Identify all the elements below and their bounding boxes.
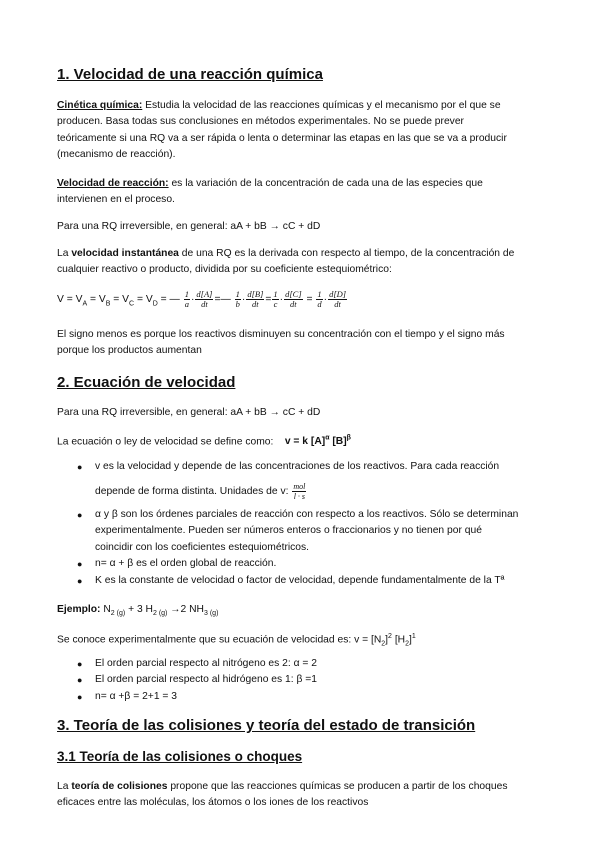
cinetica-paragraph-line-3: teóricamente si una RQ va a ser rápida o lenta o determinar las etapas en las que se va a producir bbox=[57, 133, 507, 144]
bullet-icon: ● bbox=[77, 659, 83, 669]
inst-post: de una RQ es la derivada con respecto al tiempo, de la concentración de bbox=[178, 248, 515, 259]
ley-eq: v = k $[A]^\alpha$ $[B]^\beta$ bbox=[284, 435, 351, 448]
velocidad-term: Velocidad de reacción: bbox=[57, 178, 169, 189]
frac-dB-dt: $\frac{d[B]}{dt}$ bbox=[247, 289, 264, 309]
orden-2: El orden parcial respecto al hidrógeno es 1: β =1 bbox=[95, 674, 318, 685]
velocidad-paragraph-line-1 bbox=[57, 176, 483, 192]
bullet-icon: ● bbox=[77, 576, 83, 586]
eq-plus-4: = bbox=[303, 294, 313, 306]
cinetica-paragraph-line-4: (mecanismo de reacción). bbox=[57, 149, 176, 160]
eq-part-3: = V bbox=[134, 294, 153, 306]
section-2-title: 2. Ecuación de velocidad bbox=[57, 374, 236, 391]
bullet-icon: ● bbox=[77, 692, 83, 702]
colisiones-line-2: eficaces entre las moléculas, los átomos o los iones de los reactivos bbox=[57, 797, 369, 808]
bullet-2-line-2: experimentalmente. Pueden ser números enteros o fraccionarios y no tienen por qué bbox=[95, 525, 482, 536]
bullet-2-line-1: α y β son los órdenes parciales de reacción con respecto a los reactivos. Sólo se determinan bbox=[95, 509, 519, 520]
section-3-title: 3. Teoría de las colisiones y teoría del estado de transición bbox=[57, 717, 476, 734]
frac-dA-dt: $\frac{d[A]}{dt}$ bbox=[196, 289, 213, 309]
eq-dot-2: · bbox=[241, 294, 246, 306]
instantanea-line-1 bbox=[57, 246, 514, 262]
eq-plus-3: = bbox=[265, 294, 272, 306]
rate-equation bbox=[57, 290, 348, 312]
ley-pre: La ecuación o ley de velocidad se define como: bbox=[57, 436, 274, 448]
rq-general-1: Para una RQ irreversible, en general: aA + bB → cC + dD bbox=[57, 221, 321, 232]
units-label: depende de forma distinta. Unidades de v: bbox=[95, 486, 289, 498]
eq-minus-2: =— bbox=[214, 294, 231, 306]
eq-dot-1: · bbox=[190, 294, 195, 306]
frac-1-d: $\frac{1}{d}$ bbox=[317, 289, 322, 309]
velocidad-paragraph-line-2: intervienen en el proceso. bbox=[57, 194, 175, 205]
bullet-icon: ● bbox=[77, 559, 83, 569]
ley-velocidad bbox=[57, 431, 351, 450]
signo-line-1: El signo menos es porque los reactivos disminuyen su concentración con el tiempo y el signo más bbox=[57, 329, 505, 340]
frac-1-c: $\frac{1}{c}$ bbox=[273, 289, 278, 309]
rq-general-2: Para una RQ irreversible, en general: aA + bB → cC + dD bbox=[57, 407, 321, 418]
eq-part-1: = V bbox=[87, 294, 106, 306]
bullet-icon: ● bbox=[77, 510, 83, 520]
eq-dot-3: · bbox=[279, 294, 284, 306]
bullet-icon: ● bbox=[77, 462, 83, 472]
eq-part-4: = — bbox=[157, 294, 180, 306]
frac-dD-dt: $\frac{d[D]}{dt}$ bbox=[329, 289, 347, 309]
eq-sub-a: A bbox=[82, 300, 88, 308]
ejemplo-label: Ejemplo: bbox=[57, 604, 101, 615]
cinetica-term: Cinética química: bbox=[57, 100, 143, 111]
eq-sub-d: D bbox=[152, 300, 158, 308]
orden-3: n= α +β = 2+1 = 3 bbox=[95, 691, 178, 702]
frac-1-b: $\frac{1}{b}$ bbox=[235, 289, 240, 309]
bullet-4: K es la constante de velocidad o factor de velocidad, depende fundamentalmente de la Tª bbox=[95, 575, 505, 586]
conoce-line: Se conoce experimentalmente que su ecuación de velocidad es: $v = [N_2]^2$ $[H_2]^1$ bbox=[57, 633, 416, 648]
section-1-title: 1. Velocidad de una reacción química bbox=[57, 66, 323, 83]
inst-bold: velocidad instantánea bbox=[71, 248, 179, 259]
cinetica-paragraph-line-1 bbox=[57, 98, 501, 114]
bullet-1-line-1: v es la velocidad y depende de las concentraciones de los reactivos. Para cada reacción bbox=[95, 461, 500, 472]
signo-line-2: porque los productos aumentan bbox=[57, 345, 202, 356]
frac-dC-dt: $\frac{d[C]}{dt}$ bbox=[285, 289, 302, 309]
eq-v: V = V bbox=[57, 294, 83, 306]
units-fraction: $\frac{\text{mol}}{l \cdot s}$ bbox=[293, 482, 306, 501]
inst-pre: La bbox=[57, 248, 72, 259]
eq-sub-c: C bbox=[129, 300, 135, 308]
cinetica-paragraph-line-2: producen. Basa todas sus conclusiones en métodos experimentales. No se puede prever bbox=[57, 116, 464, 127]
bullet-2-line-3: coincidir con los coeficientes estequiométricos. bbox=[95, 542, 310, 553]
eq-dot-4: · bbox=[323, 294, 328, 306]
cinetica-text-1: Estudia la velocidad de las reacciones químicas y el mecanismo por el que se bbox=[142, 100, 501, 111]
colisiones-line-1: La teoría de colisiones propone que las reacciones químicas se producen a partir de los choques bbox=[57, 781, 508, 792]
bullet-icon: ● bbox=[77, 675, 83, 685]
frac-1-a: $\frac{1}{a}$ bbox=[184, 289, 189, 309]
orden-1: El orden parcial respecto al nitrógeno es 2: α = 2 bbox=[95, 658, 318, 669]
eq-sub-b: B bbox=[105, 300, 111, 308]
instantanea-line-2: cualquier reactivo o producto, dividida por su coeficiente estequiométrico: bbox=[57, 264, 392, 275]
col-bold: teoría de colisiones bbox=[71, 781, 168, 792]
bullet-3: n= α + β es el orden global de reacción. bbox=[95, 558, 277, 569]
ejemplo-line: Ejemplo: $N_2$ $_{(g)}$ + 3 $H_2$ $_{(g)}$ →2 $NH_3$ $_{(g)}$ bbox=[57, 604, 219, 618]
velocidad-text-1: es la variación de la concentración de cada una de las especies que bbox=[168, 178, 483, 189]
eq-part-2: = V bbox=[110, 294, 130, 306]
bullet-1-line-2 bbox=[95, 482, 307, 501]
section-3-1-title: 3.1 Teoría de las colisiones o choques bbox=[57, 749, 303, 764]
